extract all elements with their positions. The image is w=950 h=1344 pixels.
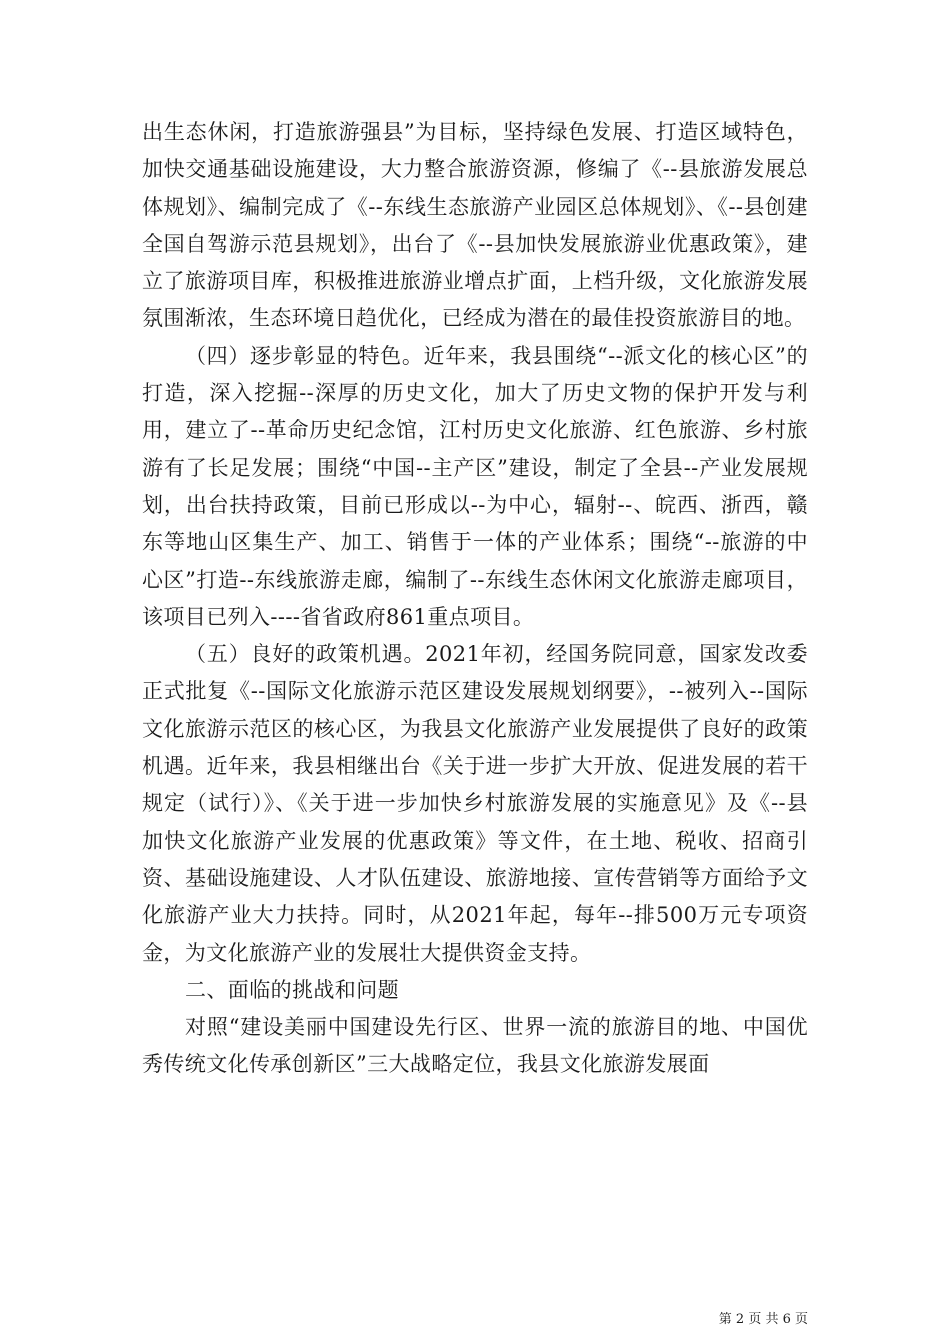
section-heading-challenges: 二、面临的挑战和问题	[185, 977, 399, 1002]
document-body	[142, 114, 808, 1084]
paragraph-section-four: （四）逐步彰显的特色。近年来，我县围绕“--派文化的核心区”的打造，深入挖掘--深厚的历史文化，加大了历史文物的保护开发与利用，建立了--革命历史纪念馆，江村历史文化旅游、红色旅游、乡村旅游有了长足发展；围绕“中国--主产区”建设，制定了全县--产业发展规划，出台扶持政策，目前已形成以--为中心，辐射--、皖西、浙西，赣东等地山区集生产、加工、销售于一体的产业体系；围绕“--旅游的中心区”打造--东线旅游走廊，编制了--东线生态休闲文化旅游走廊项目，该项目已列入----省省政府861重点项目。	[142, 343, 808, 629]
page-number: 第 2 页 共 6 页	[718, 1312, 808, 1327]
paragraph-challenges-intro: 对照“建设美丽中国建设先行区、世界一流的旅游目的地、中国优秀传统文化传承创新区”三大战略定位，我县文化旅游发展面	[142, 1015, 808, 1077]
paragraph-continuation: 出生态休闲，打造旅游强县”为目标，坚持绿色发展、打造区域特色，加快交通基础设施建设，大力整合旅游资源，修编了《--县旅游发展总体规划》、编制完成了《--东线生态旅游产业园区总体规划》、《--县创建全国自驾游示范县规划》，出台了《--县加快发展旅游业优惠政策》，建立了旅游项目库，积极推进旅游业增点扩面，上档升级，文化旅游发展氛围渐浓，生态环境日趋优化，已经成为潜在的最佳投资旅游目的地。	[142, 120, 808, 331]
paragraph-section-five: （五）良好的政策机遇。2021年初，经国务院同意，国家发改委正式批复《--国际文化旅游示范区建设发展规划纲要》，--被列入--国际文化旅游示范区的核心区，为我县文化旅游产业发展提供了良好的政策机遇。近年来，我县相继出台《关于进一步扩大开放、促进发展的若干规定（试行）》、《关于进一步加快乡村旅游发展的实施意见》及《--县加快文化旅游产业发展的优惠政策》等文件，在土地、税收、招商引资、基础设施建设、人才队伍建设、旅游地接、宣传营销等方面给予文化旅游产业大力扶持。同时，从2021年起，每年--排500万元专项资金，为文化旅游产业的发展壮大提供资金支持。	[142, 642, 808, 965]
